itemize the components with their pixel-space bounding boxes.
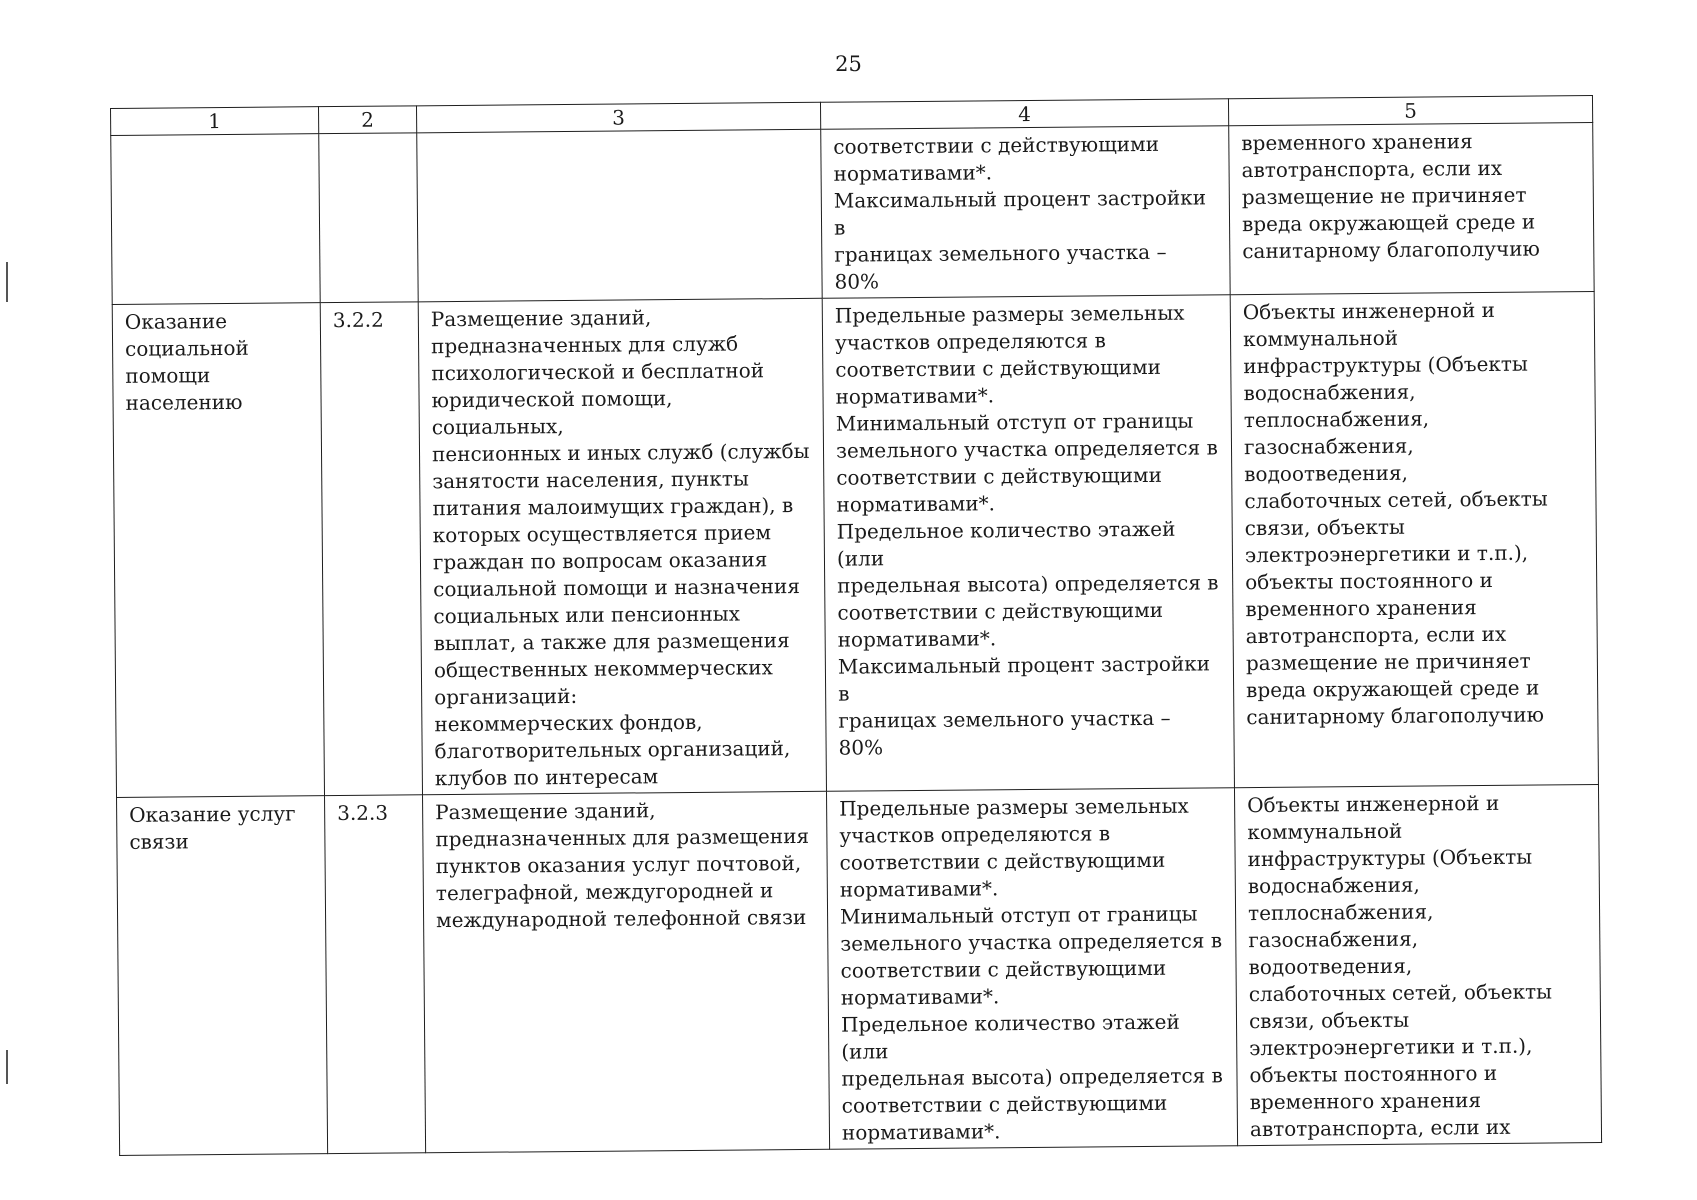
text-line: Объекты инженерной и (1242, 297, 1496, 325)
text-line: предназначенных для служб (430, 331, 739, 359)
text-line: связи, объекты (1244, 514, 1405, 541)
text-line: размещение не причиняет (1245, 648, 1531, 676)
use-code-cell: 3.2.3 (325, 795, 426, 1154)
text-line: электроэнергетики и т.п.), (1249, 1033, 1533, 1061)
text-line: водоснабжения, (1243, 379, 1416, 406)
text-line: электроэнергетики и т.п.), (1244, 540, 1529, 568)
text-line: нормативами*. (840, 984, 1000, 1010)
text-line: водоснабжения, (1247, 872, 1420, 899)
text-line: соответствии с действующими (840, 955, 1167, 983)
text-line: некоммерческих фондов, (434, 709, 703, 737)
auxiliary-uses-cell (1229, 123, 1594, 295)
header-cell-1: 1 (111, 107, 319, 136)
use-name-cell (112, 303, 324, 798)
scan-edge-mark (6, 262, 8, 302)
text-line: соответствии с действующими (839, 847, 1166, 875)
text-line: юридической помощи, социальных, (431, 386, 673, 440)
text-line: социальных или пенсионных (433, 601, 741, 629)
text-line: коммунальной (1247, 818, 1403, 845)
text-line: санитарному благополучию (1246, 702, 1545, 730)
text-line: клубов по интересам (434, 764, 659, 791)
text-line: выплат, а также для размещения (433, 628, 790, 656)
text-line: участков определяются в (839, 821, 1111, 848)
table-row (112, 292, 1598, 798)
text-line: слаботочных сетей, объекты (1248, 979, 1553, 1007)
text-line: Минимальный отступ от границы (835, 408, 1194, 436)
text-line: соответствии с действующими (841, 1090, 1168, 1118)
text-line: границах земельного участка – 80% (834, 239, 1167, 294)
text-line: нормативами*. (837, 626, 997, 652)
text-line: Оказание услуг (129, 801, 296, 827)
text-line: земельного участка определяется в (835, 435, 1218, 463)
text-line: газоснабжения, водоотведения, (1248, 926, 1419, 980)
text-line: Размещение зданий, (435, 798, 656, 825)
text-line: коммунальной (1242, 325, 1399, 352)
text-line: участков определяются в (834, 328, 1106, 355)
text-line: вреда окружающей среде и (1241, 209, 1536, 237)
text-line: Оказание (124, 308, 228, 334)
text-line: объекты постоянного и (1245, 567, 1493, 595)
text-line: граждан по вопросам оказания (432, 547, 768, 575)
text-line: международной телефонной связи (435, 904, 807, 933)
text-line: нормативами*. (841, 1119, 1001, 1145)
use-description-cell (423, 791, 830, 1153)
text-line: связи (129, 829, 189, 854)
scan-edge-mark (6, 1050, 8, 1084)
text-line: пунктов оказания услуг почтовой, (435, 850, 802, 879)
text-line: теплоснабжения, (1247, 899, 1434, 926)
text-line: инфраструктуры (Объекты (1243, 351, 1528, 379)
text-line: соответствии с действующими (836, 462, 1162, 490)
use-code-cell: 3.2.2 (320, 302, 422, 796)
text-line: Предельные размеры земельных (834, 300, 1185, 328)
text-line: размещение не причиняет (1241, 182, 1527, 210)
text-line: земельного участка определяется в (840, 928, 1223, 956)
text-line: санитарному благополучию (1242, 236, 1541, 264)
text-line: Предельное количество этажей (или (840, 1009, 1180, 1064)
text-line: которых осуществляется прием (432, 520, 772, 548)
text-line: населению (125, 389, 243, 415)
text-line: временного хранения (1245, 595, 1477, 622)
parameters-cell (821, 126, 1230, 299)
text-line: Предельное количество этажей (или (836, 516, 1176, 571)
text-line: предназначенных для размещения (435, 823, 810, 852)
use-description-cell (418, 298, 826, 795)
text-line: объекты постоянного и (1249, 1060, 1498, 1088)
text-line: предельная высота) определяется в (837, 570, 1219, 598)
text-line: Максимальный процент застройки в (833, 185, 1207, 240)
text-line: телеграфной, междугородней и (435, 878, 774, 906)
text-line: нормативами*. (836, 491, 996, 517)
header-cell-4: 4 (820, 99, 1228, 130)
use-code-cell (319, 133, 418, 303)
use-name-cell (111, 134, 320, 305)
text-line: теплоснабжения, (1243, 406, 1430, 433)
table-row (111, 123, 1594, 305)
text-line: общественных некоммерческих (433, 655, 773, 683)
text-line: вреда окружающей среде и (1246, 675, 1540, 703)
text-line: нормативами*. (833, 160, 993, 186)
text-line: соответствии с действующими (835, 354, 1162, 382)
text-line: питания малоимущих граждан), в (432, 493, 794, 521)
text-line: помощи (125, 363, 211, 388)
auxiliary-uses-cell (1234, 785, 1601, 1146)
text-line: предельная высота) определяется в (841, 1063, 1223, 1091)
auxiliary-uses-cell (1230, 292, 1598, 788)
parameters-cell (822, 295, 1234, 792)
text-line: автотранспорта, если их (1249, 1114, 1511, 1142)
use-description-cell (417, 129, 822, 302)
text-line: соответствии с действующими (833, 131, 1160, 159)
text-line: автотранспорта, если их (1241, 155, 1503, 183)
text-line: психологической и бесплатной (431, 358, 765, 386)
text-line: газоснабжения, водоотведения, (1243, 433, 1414, 487)
text-line: временного хранения (1249, 1088, 1482, 1115)
text-line: нормативами*. (839, 876, 999, 902)
header-cell-2: 2 (318, 106, 416, 134)
text-line: Минимальный отступ от границы (839, 901, 1198, 929)
table-row (117, 785, 1602, 1156)
text-line: социальной (124, 335, 249, 361)
text-line: границах земельного участка – 80% (838, 705, 1171, 760)
text-line: инфраструктуры (Объекты (1247, 844, 1533, 872)
land-use-table (110, 95, 1602, 1156)
text-line: социальной помощи и назначения (433, 573, 801, 602)
text-line: автотранспорта, если их (1245, 621, 1507, 649)
text-line: временного хранения (1241, 129, 1473, 156)
text-line: занятости населения, пункты (432, 466, 749, 494)
use-name-cell (117, 796, 328, 1156)
text-line: нормативами*. (835, 383, 995, 409)
text-line: Объекты инженерной и (1247, 790, 1500, 818)
text-line: Предельные размеры земельных (839, 793, 1189, 821)
text-line: благотворительных организаций, (434, 736, 791, 764)
page-number: 25 (835, 52, 862, 76)
header-cell-5: 5 (1228, 96, 1592, 126)
parameters-cell (826, 788, 1237, 1150)
header-cell-3: 3 (416, 102, 820, 133)
text-line: слаботочных сетей, объекты (1244, 486, 1548, 514)
text-line: пенсионных и иных служб (службы (431, 438, 810, 467)
text-line: соответствии с действующими (837, 597, 1164, 625)
text-line: организаций: (434, 683, 578, 710)
text-line: Максимальный процент застройки в (837, 651, 1211, 706)
text-line: связи, объекты (1248, 1007, 1410, 1034)
text-line: Размещение зданий, (430, 305, 652, 332)
